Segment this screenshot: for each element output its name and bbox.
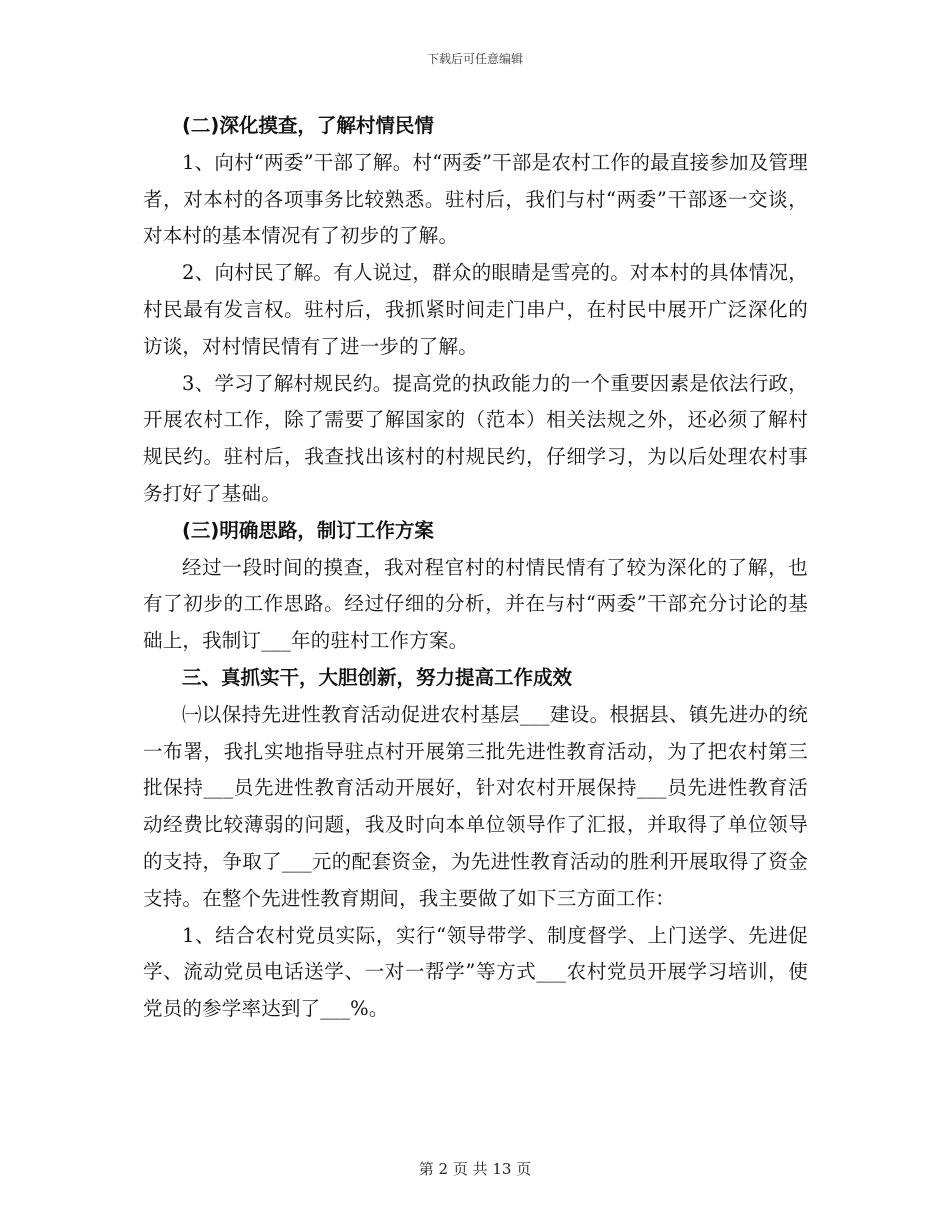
chapter-heading-3: 三、真抓实干，大胆创新，努力提高工作成效 <box>182 665 573 689</box>
paragraph: 经过一段时间的摸查，我对程官村的村情民情有了较为深化的了解，也有了初步的工作思路。经过仔细的分析，并在与村“两委”干部充分讨论的基础上，我制订___年的驻村工作方案。 <box>143 555 808 653</box>
page-header-note: 下载后可任意编辑 <box>426 52 523 66</box>
section-heading-2: (二)深化摸查，了解村情民情 <box>182 114 434 137</box>
paragraph: 3、学习了解村规民约。提高党的执政能力的一个重要因素是依法行政，开展农村工作，除了需要了解国家的（范本）相关法规之外，还必须了解村规民约。驻村后，我查找出该村的村规民约，仔细学习，为以后处理农村事务打好了基础。 <box>143 371 808 505</box>
document-body <box>143 108 808 1028</box>
paragraph: 2、向村民了解。有人说过，群众的眼睛是雪亮的。对本村的具体情况，村民最有发言权。驻村后，我抓紧时间走门串户，在村民中展开广泛深化的访谈，对村情民情有了进一步的了解。 <box>143 261 808 358</box>
paragraph: ㈠以保持先进性教育活动促进农村基层___建设。根据县、镇先进办的统一布署，我扎实地指导驻点村开展第三批先进性教育活动，为了把农村第三批保持___员先进性教育活动开展好，针对农村开展保持___员先进性教育活动经费比较薄弱的问题，我及时向本单位领导作了汇报，并取得了单位领导的支持，争取了___元的配套资金，为先进性教育活动的胜利开展取得了资金支持。在整个先进性教育期间，我主要做了如下三方面工作： <box>143 702 808 910</box>
paragraph: 1、向村“两委”干部了解。村“两委”干部是农村工作的最直接参加及管理者，对本村的各项事务比较熟悉。驻村后，我们与村“两委”干部逐一交谈，对本村的基本情况有了初步的了解。 <box>143 150 808 248</box>
page-number: 第 2 页 共 13 页 <box>418 1160 532 1178</box>
section-heading-3: (三)明确思路，制订工作方案 <box>182 518 434 542</box>
paragraph: 1、结合农村党员实际，实行“领导带学、制度督学、上门送学、先进促学、流动党员电话送学、一对一帮学”等方式___农村党员开展学习培训，使党员的参学率达到了___%。 <box>143 923 808 1021</box>
